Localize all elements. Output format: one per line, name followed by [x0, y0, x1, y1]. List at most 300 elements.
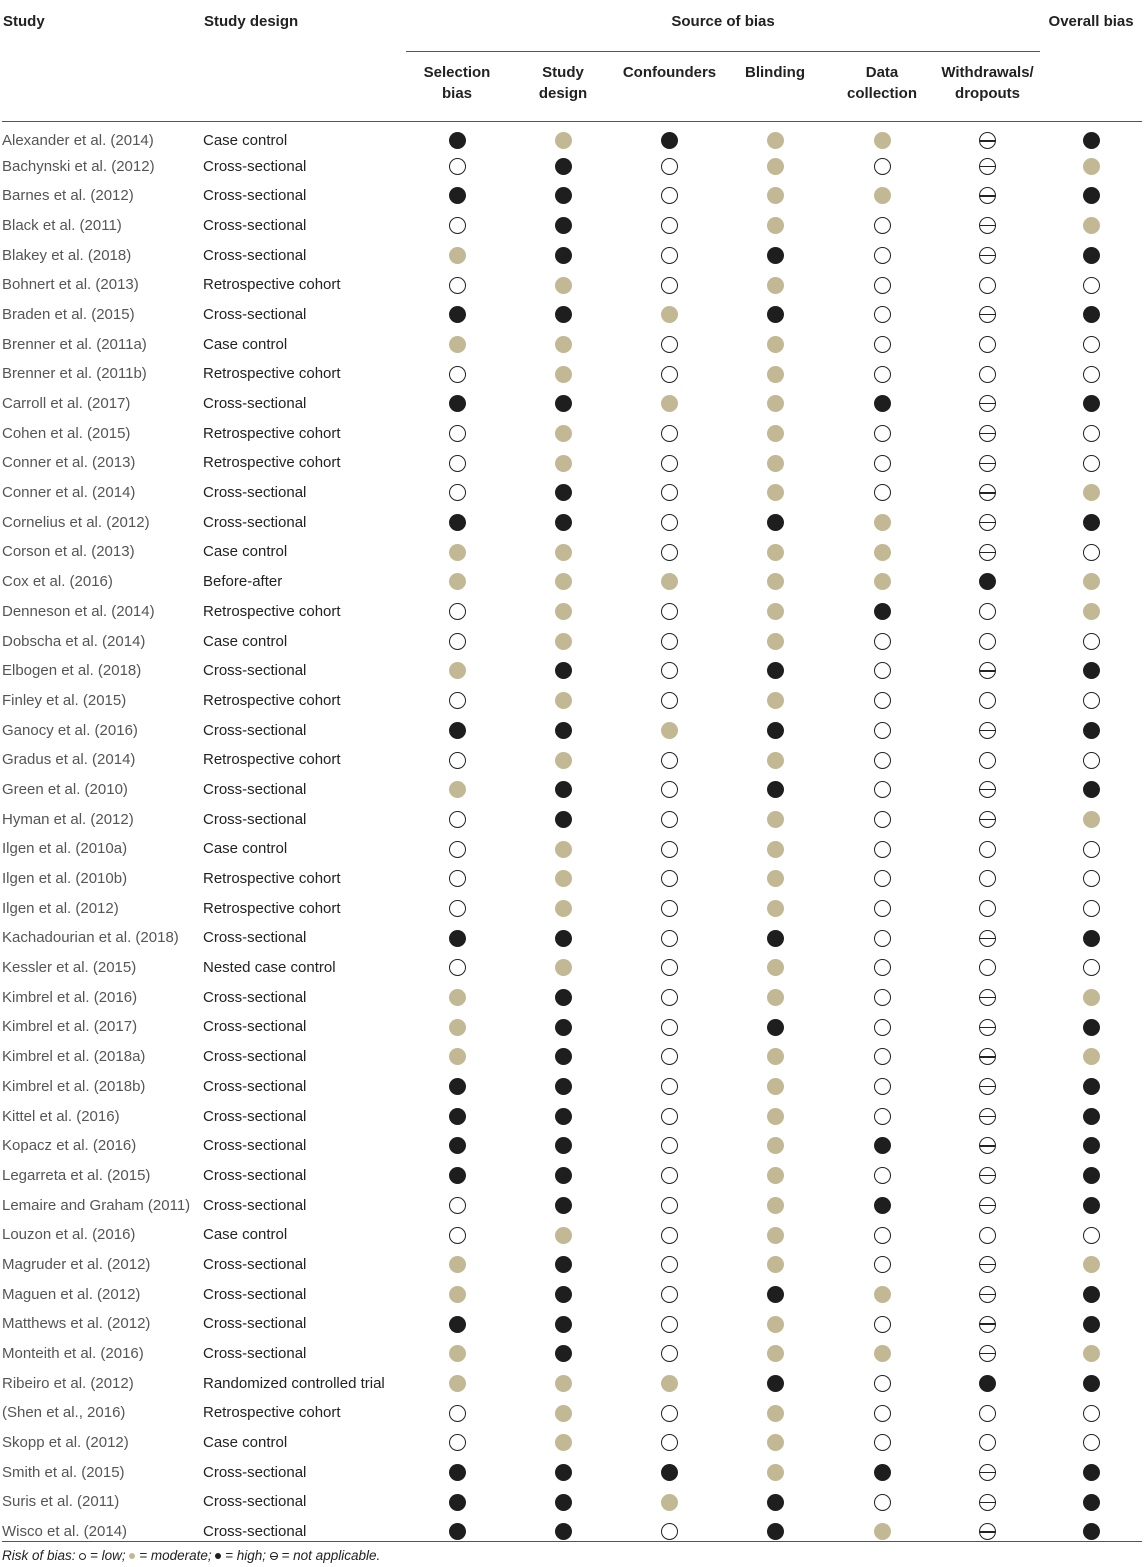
study-name: Alexander et al. (2014) [2, 132, 154, 150]
rating-cell [829, 775, 935, 805]
low-risk-dot-icon [1083, 959, 1100, 976]
high-risk-dot-icon [449, 1078, 466, 1095]
low-risk-dot-icon [979, 633, 996, 650]
low-risk-dot-icon [874, 752, 891, 769]
high-risk-dot-icon [1083, 395, 1100, 412]
study-design: Case control [203, 632, 288, 650]
table-row [2, 1368, 1142, 1398]
study-name: Corson et al. (2013) [2, 543, 135, 561]
high-risk-dot-icon [767, 247, 784, 264]
rating-cell [406, 507, 508, 537]
study-name: Blakey et al. (2018) [2, 246, 132, 264]
high-risk-dot-icon [1083, 1286, 1100, 1303]
high-risk-dot-icon [874, 395, 891, 412]
moderate-risk-dot-icon [555, 1227, 572, 1244]
rating-cell [406, 804, 508, 834]
low-risk-dot-icon [874, 1494, 891, 1511]
high-risk-dot-icon [449, 1316, 466, 1333]
study-name: Kessler et al. (2015) [2, 959, 137, 977]
moderate-risk-dot-icon [555, 1434, 572, 1451]
rating-cell [618, 1279, 721, 1309]
low-risk-dot-icon [661, 1345, 678, 1362]
rating-cell [508, 329, 618, 359]
high-risk-dot-icon [555, 1494, 572, 1511]
rating-cell [618, 329, 721, 359]
low-risk-dot-icon [874, 306, 891, 323]
moderate-risk-dot-icon [874, 187, 891, 204]
rating-cell [829, 834, 935, 864]
rating-cell [721, 656, 829, 686]
moderate-risk-dot-icon [449, 247, 466, 264]
rating-cell [935, 1220, 1040, 1250]
rating-cell [721, 1368, 829, 1398]
rating-cell [721, 1250, 829, 1280]
moderate-risk-dot-icon [449, 1048, 466, 1065]
study-name: Ilgen et al. (2012) [2, 899, 119, 917]
rating-cell [829, 1339, 935, 1369]
rating-cell [1040, 893, 1142, 923]
rating-cell [935, 537, 1040, 567]
rating-cell [721, 1220, 829, 1250]
table-row [2, 1309, 1142, 1339]
rating-cell [721, 507, 829, 537]
moderate-risk-dot-icon [1083, 1345, 1100, 1362]
rating-cell [618, 211, 721, 241]
rating-cell [508, 537, 618, 567]
low-risk-dot-icon [661, 841, 678, 858]
rating-cell [406, 1101, 508, 1131]
low-risk-dot-icon [1083, 425, 1100, 442]
rating-cell [829, 982, 935, 1012]
table-row [2, 1220, 1142, 1250]
subheader-5 [935, 52, 1040, 122]
rating-cell [1040, 656, 1142, 686]
moderate-risk-dot-icon [767, 752, 784, 769]
na-risk-dot-icon [979, 662, 996, 679]
study-name: Bachynski et al. (2012) [2, 157, 155, 175]
low-risk-dot-icon [449, 752, 466, 769]
study-name: (Shen et al., 2016) [2, 1404, 126, 1422]
moderate-risk-dot-icon [767, 1256, 784, 1273]
high-risk-dot-icon [555, 781, 572, 798]
high-risk-dot-icon [979, 573, 996, 590]
moderate-risk-dot-icon [874, 1523, 891, 1540]
low-risk-dot-icon [979, 870, 996, 887]
rating-cell [829, 507, 935, 537]
table-row [2, 240, 1142, 270]
study-design: Cross-sectional [203, 484, 307, 502]
rating-cell [829, 181, 935, 211]
low-risk-dot-icon [979, 1405, 996, 1422]
rating-cell [829, 359, 935, 389]
low-risk-dot-icon [661, 544, 678, 561]
rating-cell [508, 1250, 618, 1280]
table-row [2, 151, 1142, 181]
rating-cell [935, 418, 1040, 448]
rating-cell [406, 537, 508, 567]
moderate-risk-dot-icon [449, 544, 466, 561]
rating-cell [721, 1131, 829, 1161]
rating-cell [935, 686, 1040, 716]
moderate-risk-dot-icon [767, 336, 784, 353]
high-risk-dot-icon [767, 781, 784, 798]
rating-cell [721, 953, 829, 983]
low-risk-dot-icon [661, 1227, 678, 1244]
na-risk-dot-icon [979, 1345, 996, 1362]
rating-cell [406, 1487, 508, 1517]
low-risk-dot-icon [979, 603, 996, 620]
rating-cell [1040, 478, 1142, 508]
low-risk-dot-icon [449, 841, 466, 858]
rating-cell [508, 1428, 618, 1458]
study-design: Retrospective cohort [203, 1404, 341, 1422]
rating-cell [1040, 1012, 1142, 1042]
rating-cell [829, 745, 935, 775]
moderate-risk-dot-icon [767, 395, 784, 412]
rating-cell [829, 1042, 935, 1072]
low-risk-dot-icon [661, 484, 678, 501]
study-name: Denneson et al. (2014) [2, 602, 155, 620]
rating-cell [406, 1309, 508, 1339]
low-risk-dot-icon [661, 781, 678, 798]
high-risk-dot-icon [661, 132, 678, 149]
rating-cell [1040, 1042, 1142, 1072]
study-design: Case control [203, 840, 288, 858]
moderate-risk-dot-icon [555, 959, 572, 976]
low-risk-dot-icon [874, 989, 891, 1006]
na-risk-dot-icon [979, 1316, 996, 1333]
low-risk-dot-icon [449, 633, 466, 650]
na-risk-dot-icon [979, 1494, 996, 1511]
rating-cell [406, 329, 508, 359]
table-row [2, 1012, 1142, 1042]
high-risk-dot-icon [449, 722, 466, 739]
moderate-risk-dot-icon [449, 989, 466, 1006]
low-risk-dot-icon [874, 158, 891, 175]
rating-cell [935, 1101, 1040, 1131]
rating-cell [829, 1012, 935, 1042]
rating-cell [406, 478, 508, 508]
low-risk-dot-icon [449, 1434, 466, 1451]
table-row [2, 1457, 1142, 1487]
study-design: Cross-sectional [203, 721, 307, 739]
study-design: Retrospective cohort [203, 454, 341, 472]
rating-cell [935, 507, 1040, 537]
rating-cell [508, 300, 618, 330]
moderate-risk-dot-icon [767, 989, 784, 1006]
rating-cell [829, 686, 935, 716]
rating-cell [508, 893, 618, 923]
study-name: Ilgen et al. (2010a) [2, 840, 128, 858]
rating-cell [1040, 1339, 1142, 1369]
rating-cell [829, 211, 935, 241]
high-risk-dot-icon [767, 1286, 784, 1303]
rating-cell [721, 1279, 829, 1309]
study-design: Cross-sectional [203, 1107, 307, 1125]
moderate-risk-dot-icon [1083, 1048, 1100, 1065]
rating-cell [508, 1101, 618, 1131]
low-risk-dot-icon [661, 603, 678, 620]
study-design: Cross-sectional [203, 810, 307, 828]
study-design: Cross-sectional [203, 187, 307, 205]
low-risk-dot-icon [661, 1197, 678, 1214]
moderate-risk-dot-icon [874, 573, 891, 590]
table-bottom-rule [2, 1541, 1142, 1542]
moderate-risk-dot-icon [874, 514, 891, 531]
table-row [2, 597, 1142, 627]
study-design: Cross-sectional [203, 1048, 307, 1066]
low-risk-dot-icon [874, 1048, 891, 1065]
study-design: Cross-sectional [203, 988, 307, 1006]
study-design: Cross-sectional [203, 1493, 307, 1511]
table-row [2, 567, 1142, 597]
high-risk-dot-icon [555, 1048, 572, 1065]
rating-cell [508, 982, 618, 1012]
high-risk-dot-icon [555, 1137, 572, 1154]
moderate-risk-dot-icon [767, 1167, 784, 1184]
moderate-risk-dot-icon [1083, 158, 1100, 175]
low-risk-dot-icon [874, 900, 891, 917]
study-name: Dobscha et al. (2014) [2, 632, 146, 650]
moderate-risk-dot-icon [555, 1375, 572, 1392]
study-name: Smith et al. (2015) [2, 1463, 125, 1481]
study-design: Cross-sectional [203, 1255, 307, 1273]
low-risk-dot-icon [874, 870, 891, 887]
low-risk-dot-icon [874, 1167, 891, 1184]
high-risk-dot-icon [449, 514, 466, 531]
na-risk-dot-icon [979, 1256, 996, 1273]
rating-cell [508, 804, 618, 834]
rating-cell [508, 715, 618, 745]
study-name: Ilgen et al. (2010b) [2, 870, 128, 888]
study-name: Conner et al. (2014) [2, 484, 136, 502]
high-risk-dot-icon [1083, 247, 1100, 264]
low-risk-dot-icon [661, 930, 678, 947]
low-risk-dot-icon [661, 1316, 678, 1333]
study-design: Cross-sectional [203, 662, 307, 680]
rating-cell [618, 953, 721, 983]
rating-cell [721, 418, 829, 448]
rating-cell [1040, 1487, 1142, 1517]
study-design: Cross-sectional [203, 157, 307, 175]
high-risk-dot-icon [449, 1464, 466, 1481]
moderate-risk-dot-icon [767, 1345, 784, 1362]
rating-cell [618, 507, 721, 537]
rating-cell [508, 1517, 618, 1547]
moderate-risk-dot-icon [1083, 811, 1100, 828]
moderate-risk-dot-icon [555, 544, 572, 561]
moderate-risk-dot-icon [767, 841, 784, 858]
study-design: Retrospective cohort [203, 602, 341, 620]
study-design: Randomized controlled trial [203, 1374, 385, 1392]
rating-cell [508, 834, 618, 864]
rating-cell [618, 418, 721, 448]
high-risk-dot-icon [1083, 514, 1100, 531]
high-risk-dot-icon [1083, 722, 1100, 739]
table-row [2, 389, 1142, 419]
rating-cell [1040, 1250, 1142, 1280]
rating-cell [618, 893, 721, 923]
rating-cell [721, 122, 829, 152]
low-risk-dot-icon [449, 217, 466, 234]
moderate-risk-dot-icon [767, 1316, 784, 1333]
rating-cell [829, 1190, 935, 1220]
high-risk-dot-icon [555, 930, 572, 947]
rating-cell [935, 715, 1040, 745]
rating-cell [508, 567, 618, 597]
rating-cell [618, 1042, 721, 1072]
rating-cell [829, 597, 935, 627]
low-risk-dot-icon [979, 692, 996, 709]
high-risk-dot-icon [449, 395, 466, 412]
low-risk-dot-icon [1083, 277, 1100, 294]
moderate-risk-dot-icon [874, 1345, 891, 1362]
low-risk-dot-icon [979, 366, 996, 383]
rating-cell [829, 1131, 935, 1161]
rating-cell [935, 1072, 1040, 1102]
study-design: Case control [203, 543, 288, 561]
low-risk-dot-icon [874, 662, 891, 679]
table-row [2, 1042, 1142, 1072]
na-risk-dot-icon [979, 544, 996, 561]
study-name: Gradus et al. (2014) [2, 751, 136, 769]
table-row [2, 775, 1142, 805]
rating-cell [935, 1042, 1040, 1072]
na-risk-dot-icon [979, 930, 996, 947]
moderate-risk-dot-icon [767, 1464, 784, 1481]
moderate-risk-dot-icon [767, 870, 784, 887]
moderate-risk-dot-icon [661, 1494, 678, 1511]
high-risk-dot-icon [1083, 1167, 1100, 1184]
rating-cell [406, 686, 508, 716]
low-risk-dot-icon [661, 811, 678, 828]
rating-cell [721, 1487, 829, 1517]
rating-cell [618, 181, 721, 211]
subheader-0 [406, 52, 508, 122]
moderate-risk-dot-icon [767, 484, 784, 501]
rating-cell [406, 300, 508, 330]
high-risk-dot-icon [874, 1137, 891, 1154]
study-name: Kimbrel et al. (2018b) [2, 1077, 146, 1095]
rating-cell [1040, 151, 1142, 181]
subheader-3 [721, 52, 829, 122]
high-risk-dot-icon [661, 1464, 678, 1481]
low-risk-dot-icon [874, 366, 891, 383]
rating-cell [721, 329, 829, 359]
rating-cell [618, 567, 721, 597]
moderate-risk-dot-icon [555, 277, 572, 294]
rating-cell [721, 864, 829, 894]
moderate-risk-dot-icon [449, 781, 466, 798]
low-risk-dot-icon [874, 277, 891, 294]
rating-cell [618, 478, 721, 508]
rating-cell [618, 537, 721, 567]
moderate-risk-dot-icon [767, 277, 784, 294]
rating-cell [618, 240, 721, 270]
header-overall-bias: Overall bias [1048, 13, 1134, 30]
subheader-line1: Data [865, 64, 899, 81]
rating-cell [829, 1517, 935, 1547]
moderate-risk-dot-icon [1083, 573, 1100, 590]
na-risk-dot-icon [979, 1108, 996, 1125]
moderate-risk-dot-icon [661, 573, 678, 590]
moderate-risk-dot-icon [767, 425, 784, 442]
study-name: Kimbrel et al. (2016) [2, 988, 138, 1006]
moderate-risk-dot-icon [767, 692, 784, 709]
rating-cell [1040, 1398, 1142, 1428]
rating-cell [618, 745, 721, 775]
rating-cell [406, 834, 508, 864]
rating-cell [508, 418, 618, 448]
rating-cell [935, 1131, 1040, 1161]
rating-cell [721, 834, 829, 864]
moderate-risk-dot-icon [874, 1286, 891, 1303]
table-row [2, 953, 1142, 983]
table-row [2, 1190, 1142, 1220]
moderate-risk-dot-icon [767, 1108, 784, 1125]
high-risk-dot-icon [1083, 1078, 1100, 1095]
table-row [2, 626, 1142, 656]
study-name: Elbogen et al. (2018) [2, 662, 142, 680]
rating-cell [1040, 1368, 1142, 1398]
low-risk-dot-icon [874, 1375, 891, 1392]
low-risk-dot-icon [874, 455, 891, 472]
rating-cell [618, 1190, 721, 1220]
rating-cell [508, 507, 618, 537]
rating-cell [829, 1457, 935, 1487]
subheader-line1: Study [542, 64, 584, 81]
rating-cell [406, 1220, 508, 1250]
rating-cell [618, 1339, 721, 1369]
rating-cell [618, 448, 721, 478]
rating-cell [618, 1368, 721, 1398]
high-risk-dot-icon [1083, 1137, 1100, 1154]
low-risk-dot-icon [874, 692, 891, 709]
moderate-risk-dot-icon [555, 455, 572, 472]
low-risk-dot-icon [661, 959, 678, 976]
high-risk-dot-icon [874, 1464, 891, 1481]
high-risk-dot-icon [555, 158, 572, 175]
rating-cell [1040, 122, 1142, 152]
moderate-risk-dot-icon [555, 633, 572, 650]
rating-cell [1040, 1309, 1142, 1339]
rating-cell [618, 270, 721, 300]
high-risk-dot-icon [555, 1464, 572, 1481]
study-name: Brenner et al. (2011b) [2, 365, 147, 383]
study-name: Magruder et al. (2012) [2, 1255, 151, 1273]
moderate-risk-dot-icon [767, 1227, 784, 1244]
low-risk-dot-icon [874, 1405, 891, 1422]
moderate-risk-dot-icon [767, 455, 784, 472]
high-risk-dot-icon [874, 1197, 891, 1214]
high-risk-dot-icon [555, 187, 572, 204]
na-risk-dot-icon [979, 811, 996, 828]
low-risk-dot-icon [1083, 455, 1100, 472]
rating-cell [1040, 507, 1142, 537]
na-risk-dot-icon [979, 484, 996, 501]
moderate-risk-dot-icon [1083, 603, 1100, 620]
rating-cell [508, 656, 618, 686]
study-design: Cross-sectional [203, 305, 307, 323]
rating-cell [1040, 300, 1142, 330]
rating-cell [406, 626, 508, 656]
high-risk-dot-icon [979, 1375, 996, 1392]
rating-cell [721, 1517, 829, 1547]
study-name: Matthews et al. (2012) [2, 1315, 151, 1333]
rating-cell [1040, 864, 1142, 894]
legend-prefix: Risk of bias: [2, 1548, 80, 1563]
moderate-risk-dot-icon [449, 336, 466, 353]
